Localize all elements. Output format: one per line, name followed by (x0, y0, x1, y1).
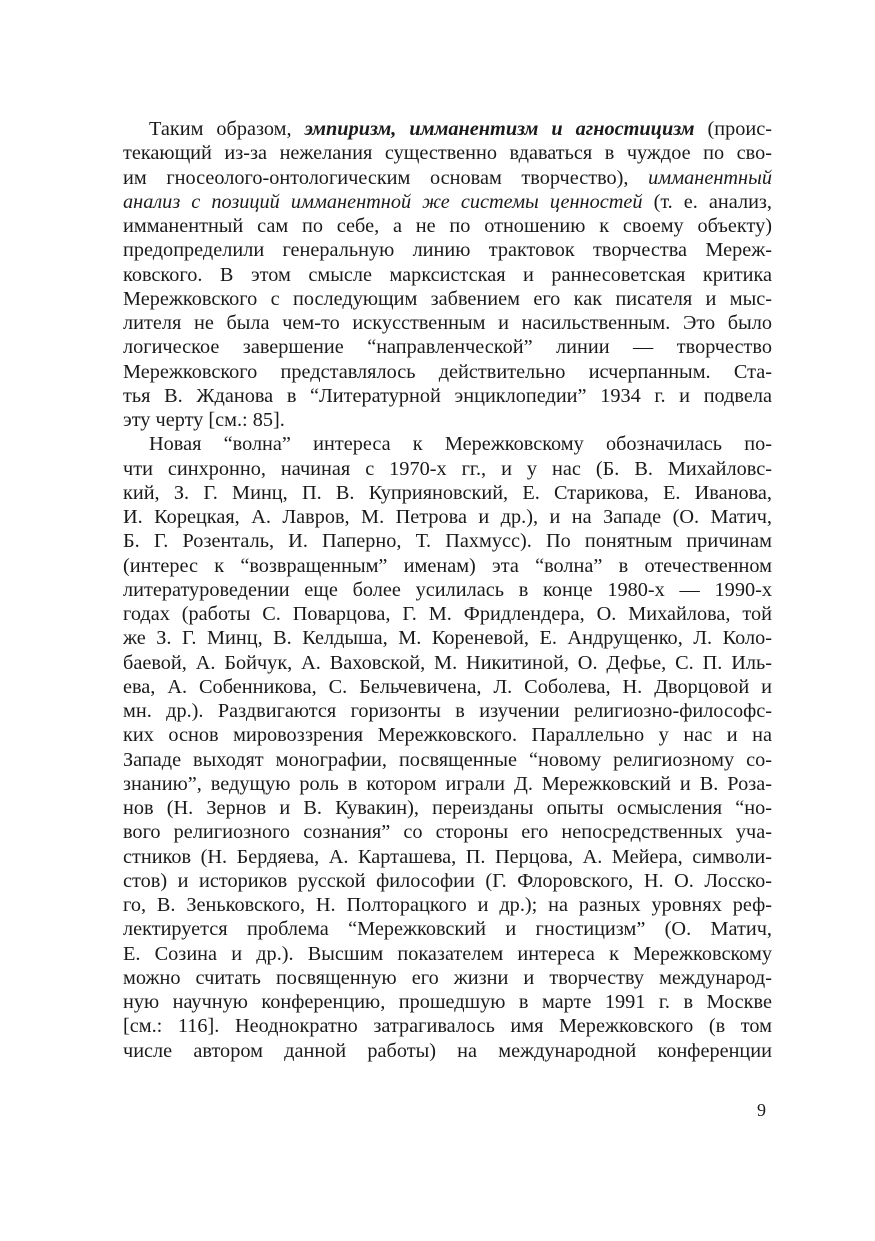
text-line: можно считать посвященную его жизни и творчеству международ- (123, 966, 772, 989)
text-line: имманентный сам по себе, а не по отношению к своему объекту) (123, 215, 772, 237)
text-line: баевой, А. Бойчук, А. Ваховской, М. Никитиной, О. Дефье, С. П. Иль- (123, 651, 772, 674)
italic-phrase: анализ с позиций имманентной же системы ценностей (123, 190, 643, 213)
text-line: ева, А. Собенникова, С. Бельчевичена, Л. Соболева, Н. Дворцовой и (123, 675, 772, 698)
text-line: ковского. В этом смысле марксистская и раннесоветская критика (123, 263, 772, 286)
text-line: чти синхронно, начиная с 1970-х гг., и у нас (Б. В. Михайловс- (123, 457, 772, 480)
text-line (123, 190, 772, 214)
paragraph-2 (123, 432, 772, 1063)
text-line: Б. Г. Розенталь, И. Паперно, Т. Пахмусс). По понятным причинам (123, 530, 772, 553)
text-line: лителя не была чем-то искусственным и насильственным. Это было (123, 312, 772, 334)
text-line (123, 117, 772, 141)
text-line (123, 166, 772, 190)
text-line: стов) и историков русской философии (Г. Флоровского, Н. О. Лосско- (123, 869, 772, 892)
italic-phrase: имманентный (648, 166, 772, 189)
text-line: предопределили генеральную линию трактовок творчества Мереж- (123, 239, 772, 262)
text-line: вого религиозного сознания” со стороны его непосредственных уча- (123, 821, 772, 844)
text-line: текающий из-за нежелания существенно вдаваться в чуждое по сво- (123, 142, 772, 165)
text-line: Мережковского представлялось действительно исчерпанным. Ста- (123, 360, 772, 383)
text-line: литературоведении еще более усилилась в конце 1980-х — 1990-х (123, 578, 772, 601)
text-line: числе автором данной работы) на международной конференции (123, 1039, 772, 1062)
text-line: ких основ мировоззрения Мережковского. Параллельно у нас и на (123, 724, 772, 747)
text-line: Новая “волна” интереса к Мережковскому обозначилась по- (149, 433, 772, 456)
text-line: Мережковского с последующим забвением его как писателя и мыс- (123, 287, 772, 310)
text-line: [см.: 116]. Неоднократно затрагивалось имя Мережковского (в том (123, 1015, 772, 1038)
text-line: лектируется проблема “Мережковский и гностицизм” (О. Матич, (123, 918, 772, 941)
text-run: (проис- (694, 118, 772, 140)
text-line: ную научную конференцию, прошедшую в марте 1991 г. в Москве (123, 991, 772, 1013)
text-line: го, В. Зеньковского, Н. Полторацкого и др.); на разных уровнях реф- (123, 894, 772, 916)
text-line: Е. Созина и др.). Высшим показателем интереса к Мережковскому (123, 942, 772, 965)
text-run: (т. е. анализ, (642, 190, 772, 213)
text-run: им гносеолого-онтологическим основам творчество), (123, 166, 649, 189)
page-number: 9 (757, 1100, 766, 1120)
paragraph-1 (123, 117, 772, 432)
text-line: (интерес к “возвращенным” именам) эта “волна” в отечественном (123, 554, 772, 577)
text-line: эту черту [см.: 85]. (123, 409, 285, 431)
text-line: Западе выходят монографии, посвященные “новому религиозному со- (123, 748, 772, 771)
text-line: тья В. Жданова в “Литературной энциклопедии” 1934 г. и подвела (123, 384, 772, 407)
emphasized-terms: эмпиризм, имманентизм и агностицизм (304, 118, 695, 140)
text-line: стников (Н. Бердяева, А. Карташева, П. Перцова, А. Мейера, символи- (123, 845, 772, 868)
text-line: кий, З. Г. Минц, П. В. Куприяновский, Е. Старикова, Е. Иванова, (123, 481, 772, 504)
text-line: годах (работы С. Поварцова, Г. М. Фридлендера, О. Михайлова, той (123, 603, 772, 625)
text-line: нов (Н. Зернов и В. Кувакин), переизданы опыты осмысления “но- (123, 797, 772, 819)
text-line: И. Корецкая, А. Лавров, М. Петрова и др.), и на Западе (О. Матич, (123, 506, 772, 528)
text-line: логическое завершение “направленческой” линии — творчество (123, 336, 772, 359)
text-line: мн. др.). Раздвигаются горизонты в изучении религиозно-философс- (123, 700, 772, 722)
text-run: Таким образом, (149, 118, 305, 140)
body-text (123, 117, 772, 1063)
text-line: знанию”, ведущую роль в котором играли Д. Мережковский и В. Роза- (123, 772, 772, 795)
text-line: же З. Г. Минц, В. Келдыша, М. Кореневой, Е. Андрущенко, Л. Коло- (123, 627, 772, 650)
